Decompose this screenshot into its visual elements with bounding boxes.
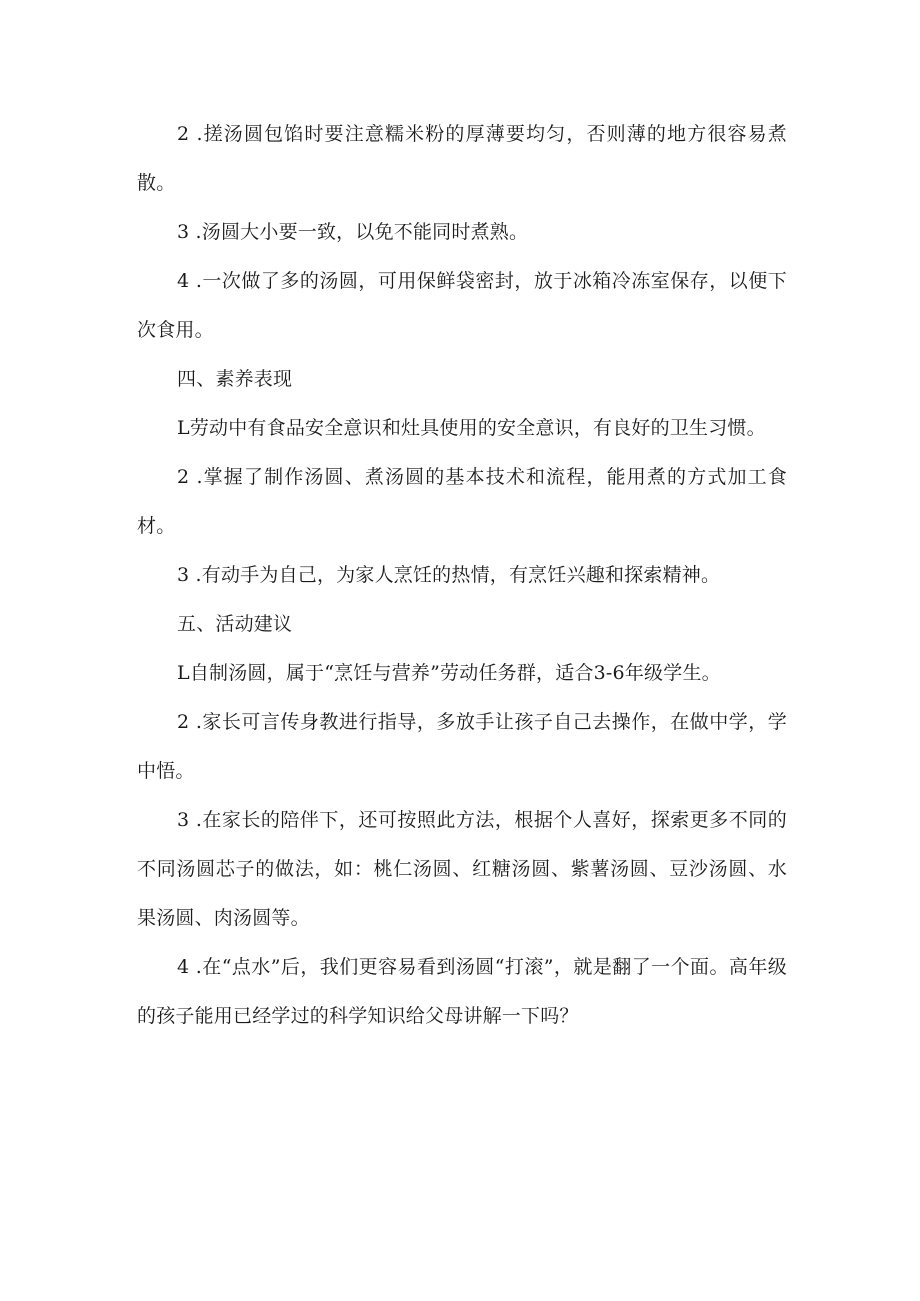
document-body — [137, 110, 787, 1041]
literacy-item-3: 3 .有动手为自己，为家人烹饪的热情，有烹饪兴趣和探索精神。 — [177, 564, 721, 586]
suggestion-item-4: 4 .在“点水”后，我们更容易看到汤圆“打滚”，就是翻了一个面。高年级的孩子能用已经学过的科学知识给父母讲解一下吗？ — [137, 956, 787, 1027]
suggestion-item-1: L自制汤圆，属于“烹饪与营养”劳动任务群，适合3-6年级学生。 — [177, 662, 721, 684]
section-heading-suggestions: 五、活动建议 — [177, 613, 293, 635]
tip-item-2: 2 .搓汤圆包馅时要注意糯米粉的厚薄要均匀，否则薄的地方很容易煮散。 — [137, 123, 787, 194]
section-heading-literacy: 四、素养表现 — [177, 368, 293, 390]
tip-item-3: 3 .汤圆大小要一致，以免不能同时煮熟。 — [177, 221, 529, 243]
literacy-item-2: 2 .掌握了制作汤圆、煮汤圆的基本技术和流程，能用煮的方式加工食材。 — [137, 466, 787, 537]
suggestion-item-3: 3 .在家长的陪伴下，还可按照此方法，根据个人喜好，探索更多不同的不同汤圆芯子的做法，如：桃仁汤圆、红糖汤圆、紫薯汤圆、豆沙汤圆、水果汤圆、肉汤圆等。 — [137, 809, 787, 929]
literacy-item-1: L劳动中有食品安全意识和灶具使用的安全意识，有良好的卫生习惯。 — [177, 417, 766, 439]
suggestion-item-2: 2 .家长可言传身教进行指导，多放手让孩子自己去操作，在做中学，学中悟。 — [137, 711, 787, 782]
tip-item-4: 4 .一次做了多的汤圆，可用保鲜袋密封，放于冰箱冷冻室保存，以便下次食用。 — [137, 270, 787, 341]
